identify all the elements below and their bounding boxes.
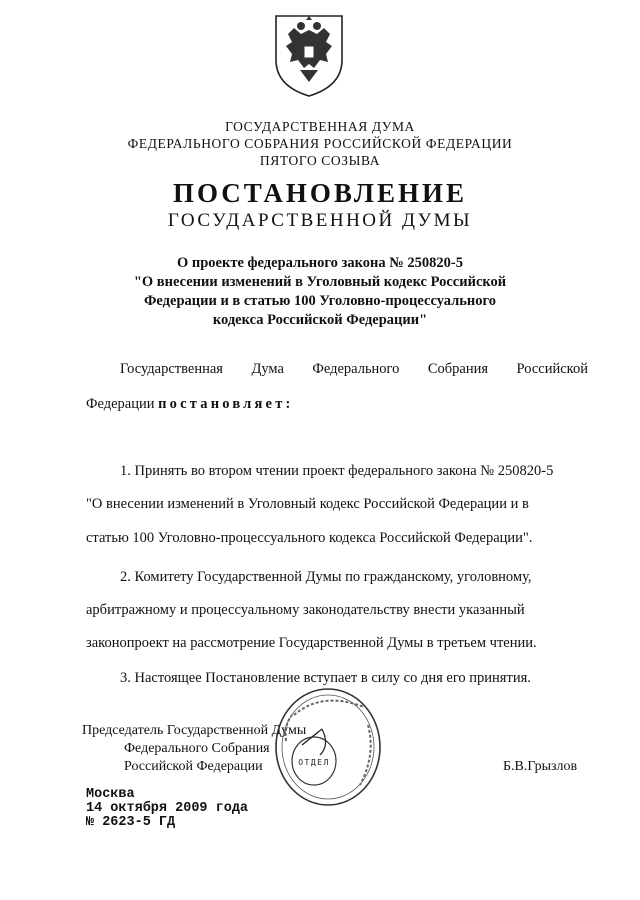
signatory-title-2: Федерального Собрания (124, 741, 270, 756)
item-2-line-1: 2. Комитету Государственной Думы по гражданскому, уголовному, (120, 569, 532, 585)
item-2-line-3: законопроект на рассмотрение Государственной Думы в третьем чтении. (86, 635, 537, 651)
item-1-line-2: "О внесении изменений в Уголовный кодекс Российской Федерации и в (86, 496, 529, 512)
item-1-line-3: статью 100 Уголовно-процессуального кодекса Российской Федерации". (86, 530, 533, 546)
coat-of-arms-icon (270, 12, 348, 98)
document-number: № 2623-5 ГД (86, 815, 176, 830)
seal-text: ОТДЕЛ (298, 758, 330, 767)
signatory-name: Б.В.Грызлов (503, 759, 578, 774)
document-subtitle: ГОСУДАРСТВЕННОЙ ДУМЫ (167, 210, 473, 231)
convocation: ПЯТОГО СОЗЫВА (259, 153, 381, 168)
preamble-line-1: Государственная Дума Федерального Собрания Российской (120, 361, 588, 377)
item-2-line-2: арбитражному и процессуальному законодательству внести указанный (86, 602, 525, 618)
assembly-name: ФЕДЕРАЛЬНОГО СОБРАНИЯ РОССИЙСКОЙ ФЕДЕРАЦИИ (127, 136, 513, 151)
item-1-line-1: 1. Принять во втором чтении проект федерального закона № 250820-5 (120, 463, 554, 479)
parliament-name: ГОСУДАРСТВЕННАЯ ДУМА (225, 119, 415, 134)
date: 14 октября 2009 года (86, 801, 249, 816)
place: Москва (86, 787, 135, 802)
official-seal (272, 685, 384, 809)
document-subject: О проекте федерального закона № 250820-5 "О внесении изменений в Уголовный кодекс Российской Федерации и в статью 100 Уголовно-процессуального кодекса Российской Федерации" (133, 255, 507, 328)
signatory-title-3: Российской Федерации (124, 759, 263, 774)
signatory-title-1: Председатель Государственной Думы (82, 723, 307, 738)
document-title: ПОСТАНОВЛЕНИЕ (172, 178, 468, 208)
preamble-line-2: Федерации постановляет: (86, 396, 294, 412)
item-3-line-1: 3. Настоящее Постановление вступает в силу со дня его принятия. (120, 670, 531, 686)
